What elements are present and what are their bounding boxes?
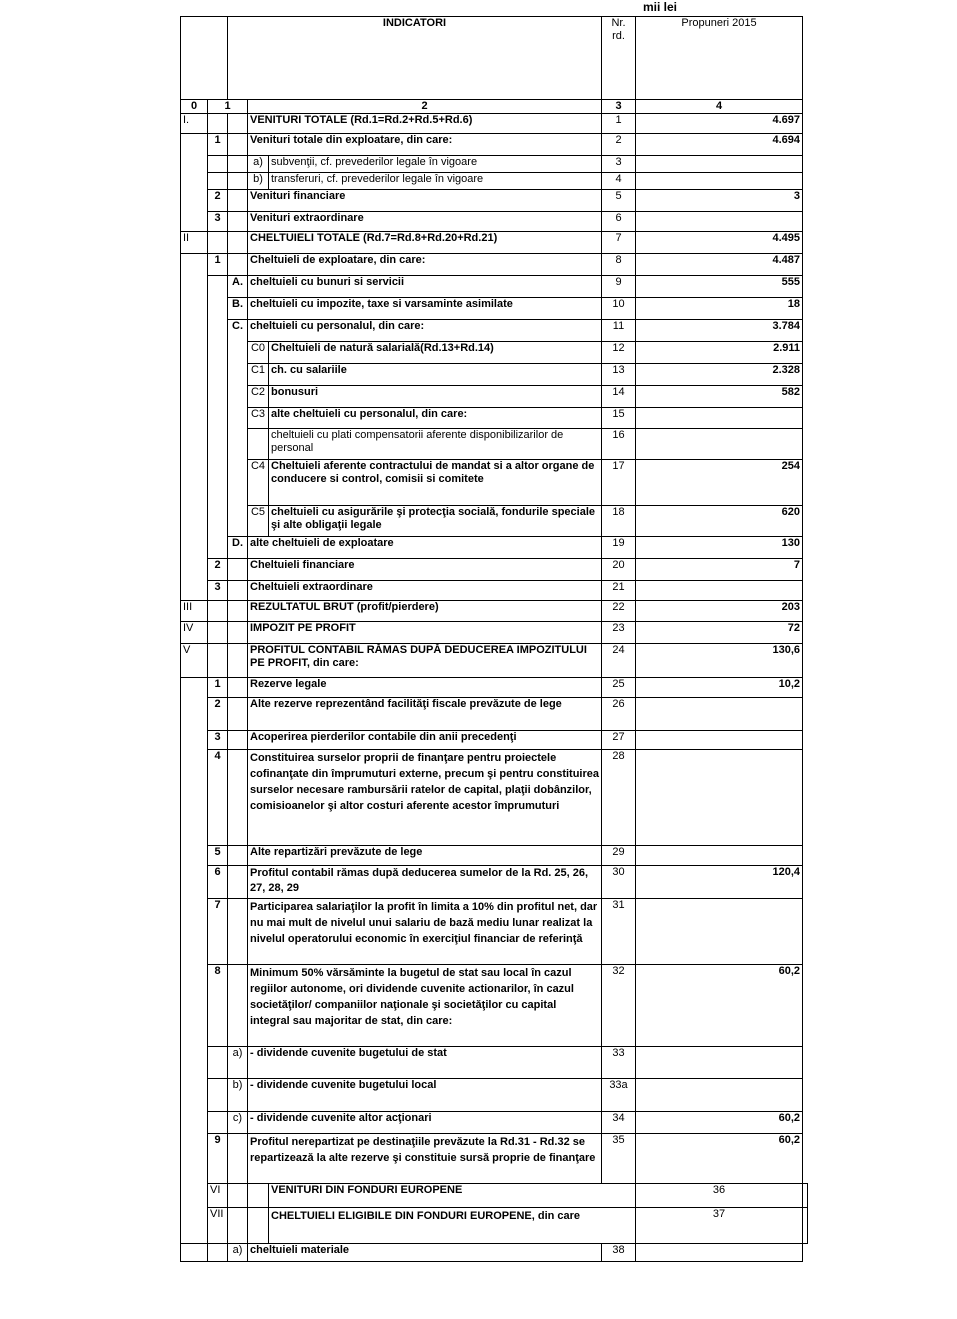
index-cell: 3 [602, 100, 636, 114]
row-number: 21 [602, 581, 636, 601]
row-label: cheltuieli cu asigurările şi protecţia socială, fondurile speciale şi alte obligaţii legale [269, 506, 602, 537]
row-value [636, 750, 803, 846]
table-row [181, 1079, 808, 1112]
row-code: 5 [208, 846, 228, 866]
header-indicatori: INDICATORI [228, 17, 602, 100]
row-code: b) [248, 173, 269, 190]
row-code: IV [181, 622, 208, 644]
table-row [181, 846, 808, 866]
row-label: Minimum 50% vărsăminte la bugetul de stat sau local în cazul regiilor autonome, ori dividende cuvenite actionarilor, în cazul societăţilor/ companiilor naţionale şi societăţilor cu capital integral sau majoritar de stat, din care: [248, 965, 602, 1047]
table-row [181, 1112, 808, 1134]
row-code: I. [181, 114, 208, 134]
row-value: 130,6 [636, 644, 803, 678]
table-row [181, 1244, 808, 1262]
row-label: bonusuri [269, 386, 602, 408]
row-value: 582 [636, 386, 803, 408]
row-number: 16 [602, 429, 636, 460]
table-row [181, 899, 808, 965]
row-code: A. [228, 276, 248, 298]
row-code: D. [228, 537, 248, 559]
row-value: 7 [636, 559, 803, 581]
table-row [181, 212, 808, 232]
row-code: 6 [208, 866, 228, 899]
table-row [181, 190, 808, 212]
row-code: C0 [248, 342, 269, 364]
row-label: - dividende cuvenite bugetului de stat [248, 1047, 602, 1079]
table-row [181, 601, 808, 622]
row-code: VI [208, 1184, 228, 1208]
table-row [181, 134, 808, 156]
table-row [181, 156, 808, 173]
row-label: Cheltuieli aferente contractului de mandat si a altor organe de conducere si control, comisii si comitete [269, 460, 602, 506]
row-value [636, 1244, 803, 1262]
row-code: c) [228, 1112, 248, 1134]
row-label: alte cheltuieli de exploatare [248, 537, 602, 559]
row-number: 13 [602, 364, 636, 386]
row-value: 2.911 [636, 342, 803, 364]
row-value: 18 [636, 298, 803, 320]
row-value [636, 429, 803, 460]
row-number: 6 [602, 212, 636, 232]
table-row [181, 1047, 808, 1079]
row-number: 3 [602, 156, 636, 173]
row-code: 2 [208, 698, 228, 731]
row-number: 26 [602, 698, 636, 731]
table-row [181, 173, 808, 190]
row-label: Cheltuieli extraordinare [248, 581, 602, 601]
table-row [181, 298, 808, 320]
row-value [636, 212, 803, 232]
index-cell: 4 [636, 100, 803, 114]
row-label: CHELTUIELI TOTALE (Rd.7=Rd.8+Rd.20+Rd.21) [248, 232, 602, 254]
row-value: 4.495 [636, 232, 803, 254]
row-value: 3 [636, 190, 803, 212]
row-label: Rezerve legale [248, 678, 602, 698]
row-code: a) [228, 1244, 248, 1262]
row-value [636, 846, 803, 866]
row-number: 4 [602, 173, 636, 190]
table-row [181, 678, 808, 698]
row-number: 2 [602, 134, 636, 156]
row-code: B. [228, 298, 248, 320]
row-code: 9 [208, 1134, 228, 1184]
row-number: 20 [602, 559, 636, 581]
index-cell: 0 [181, 100, 208, 114]
row-number: 23 [602, 622, 636, 644]
row-code: 4 [208, 750, 228, 846]
row-value [636, 408, 803, 429]
row-value: 4.694 [636, 134, 803, 156]
row-code: C2 [248, 386, 269, 408]
row-number: 33 [602, 1047, 636, 1079]
row-number: 1 [602, 114, 636, 134]
row-code: II [181, 232, 208, 254]
index-row [181, 100, 808, 114]
row-code: VII [208, 1208, 228, 1244]
table-row [181, 276, 808, 298]
row-number: 7 [602, 232, 636, 254]
table-row [181, 698, 808, 731]
table-row [181, 866, 808, 899]
row-label: cheltuieli cu bunuri si servicii [248, 276, 602, 298]
row-value: 72 [636, 622, 803, 644]
row-label: - dividende cuvenite altor acţionari [248, 1112, 602, 1134]
row-label: Venituri totale din exploatare, din care: [248, 134, 602, 156]
row-number: 22 [602, 601, 636, 622]
row-value: 3.784 [636, 320, 803, 342]
row-label: VENITURI TOTALE (Rd.1=Rd.2+Rd.5+Rd.6) [248, 114, 602, 134]
row-number: 35 [602, 1134, 636, 1184]
row-label: Venituri extraordinare [248, 212, 602, 232]
index-cell: 1 [208, 100, 248, 114]
row-number: 34 [602, 1112, 636, 1134]
table-row [181, 232, 808, 254]
index-cell: 2 [248, 100, 602, 114]
row-value: 4.487 [636, 254, 803, 276]
row-value [636, 899, 803, 965]
table-row [181, 644, 808, 678]
row-label: Venituri financiare [248, 190, 602, 212]
table-row [181, 364, 808, 386]
row-code: b) [228, 1079, 248, 1112]
row-code: C4 [248, 460, 269, 506]
row-value: 254 [636, 460, 803, 506]
row-number: 24 [602, 644, 636, 678]
row-label: Cheltuieli de exploatare, din care: [248, 254, 602, 276]
budget-table [180, 16, 808, 1262]
row-number: 30 [602, 866, 636, 899]
table-row [181, 342, 808, 364]
row-label: Acoperirea pierderilor contabile din anii precedenţi [248, 731, 602, 750]
row-number: 11 [602, 320, 636, 342]
table-row [181, 460, 808, 506]
row-code: C1 [248, 364, 269, 386]
unit-label: mii lei [643, 0, 678, 14]
table-row [181, 1134, 808, 1184]
row-number: 12 [602, 342, 636, 364]
row-label: cheltuieli cu impozite, taxe si varsaminte asimilate [248, 298, 602, 320]
table-row [181, 965, 808, 1047]
row-value: 2.328 [636, 364, 803, 386]
row-number: 29 [602, 846, 636, 866]
row-value [636, 581, 803, 601]
row-code: C3 [248, 408, 269, 429]
row-value [803, 1184, 808, 1208]
table-row [181, 1184, 808, 1208]
row-label: PROFITUL CONTABIL RĂMAS DUPĂ DEDUCEREA IMPOZITULUI PE PROFIT, din care: [248, 644, 602, 678]
table-row [181, 581, 808, 601]
table-row [181, 320, 808, 342]
table-row [181, 254, 808, 276]
row-value: 60,2 [636, 1112, 803, 1134]
row-value: 130 [636, 537, 803, 559]
row-code: 3 [208, 731, 228, 750]
row-label: REZULTATUL BRUT (profit/pierdere) [248, 601, 602, 622]
row-code: III [181, 601, 208, 622]
row-code: 1 [208, 254, 228, 276]
row-value: 10,2 [636, 678, 803, 698]
row-code: 3 [208, 212, 228, 232]
row-label: Cheltuieli financiare [248, 559, 602, 581]
row-number: 15 [602, 408, 636, 429]
table-row [181, 537, 808, 559]
row-label: alte cheltuieli cu personalul, din care: [269, 408, 602, 429]
row-label: transferuri, cf. prevederilor legale în vigoare [269, 173, 602, 190]
row-number: 31 [602, 899, 636, 965]
row-value [636, 173, 803, 190]
header-nr-rd: Nr. rd. [602, 17, 636, 100]
row-code: 7 [208, 899, 228, 965]
row-label: Cheltuieli de natură salarială(Rd.13+Rd.14) [269, 342, 602, 364]
row-number: 38 [602, 1244, 636, 1262]
row-label: cheltuieli cu personalul, din care: [248, 320, 602, 342]
row-code: V [181, 644, 208, 678]
row-number: 32 [602, 965, 636, 1047]
row-number: 36 [636, 1184, 803, 1208]
row-label: Constituirea surselor proprii de finanţare pentru proiectele cofinanţate din împrumuturi externe, precum şi pentru constituirea surselor necesare rambursării ratelor de capital, plaţii dobânzilor, comisioanelor şi altor costuri aferente acestor împrumuturi [248, 750, 602, 846]
table-row [181, 429, 808, 460]
table-row [181, 408, 808, 429]
row-code: 8 [208, 965, 228, 1047]
row-value [636, 156, 803, 173]
row-code: C5 [248, 506, 269, 537]
row-number: 19 [602, 537, 636, 559]
table-row [181, 750, 808, 846]
row-value: 120,4 [636, 866, 803, 899]
row-label: Alte rezerve reprezentând facilităţi fiscale prevăzute de lege [248, 698, 602, 731]
row-number: 28 [602, 750, 636, 846]
header-row [181, 17, 808, 100]
table-row [181, 622, 808, 644]
header-propuneri: Propuneri 2015 [636, 17, 803, 100]
row-label: CHELTUIELI ELIGIBILE DIN FONDURI EUROPENE, din care [269, 1208, 636, 1244]
row-label: VENITURI DIN FONDURI EUROPENE [269, 1184, 636, 1208]
row-number: 25 [602, 678, 636, 698]
table-row [181, 506, 808, 537]
row-value [803, 1208, 808, 1244]
row-value [636, 1079, 803, 1112]
table-row [181, 1208, 808, 1244]
row-code: a) [248, 156, 269, 173]
row-value: 203 [636, 601, 803, 622]
table-row [181, 559, 808, 581]
row-value: 60,2 [636, 965, 803, 1047]
row-number: 5 [602, 190, 636, 212]
row-code: 3 [208, 581, 228, 601]
row-number: 27 [602, 731, 636, 750]
row-code: 1 [208, 678, 228, 698]
row-value: 60,2 [636, 1134, 803, 1184]
row-number: 9 [602, 276, 636, 298]
table-row [181, 386, 808, 408]
row-value [636, 731, 803, 750]
row-value: 555 [636, 276, 803, 298]
row-label: Participarea salariaţilor la profit în limita a 10% din profitul net, dar nu mai mult de nivelul unui salariu de bază mediu lunar realizat la nivelul operatorului economic în exerciţiul financiar de referinţă [248, 899, 602, 965]
row-value: 4.697 [636, 114, 803, 134]
row-label: ch. cu salariile [269, 364, 602, 386]
row-number: 17 [602, 460, 636, 506]
row-label: cheltuieli materiale [248, 1244, 602, 1262]
row-label: subvenţii, cf. prevederilor legale în vigoare [269, 156, 602, 173]
row-value [636, 1047, 803, 1079]
row-number: 33a [602, 1079, 636, 1112]
row-label: Profitul contabil rămas după deducerea sumelor de la Rd. 25, 26, 27, 28, 29 [248, 866, 602, 899]
table-row [181, 114, 808, 134]
row-number: 37 [636, 1208, 803, 1244]
row-number: 18 [602, 506, 636, 537]
row-code: C. [228, 320, 248, 537]
row-number: 10 [602, 298, 636, 320]
row-label: - dividende cuvenite bugetului local [248, 1079, 602, 1112]
row-code: 2 [208, 559, 228, 581]
row-label: IMPOZIT PE PROFIT [248, 622, 602, 644]
row-label: cheltuieli cu plati compensatorii aferente disponibilizarilor de personal [269, 429, 602, 460]
row-code: 2 [208, 190, 228, 212]
row-label: Alte repartizări prevăzute de lege [248, 846, 602, 866]
row-code: a) [228, 1047, 248, 1079]
row-value [636, 698, 803, 731]
row-code: 1 [208, 134, 228, 156]
row-number: 14 [602, 386, 636, 408]
row-label: Profitul nerepartizat pe destinaţiile prevăzute la Rd.31 - Rd.32 se repartizează la alte rezerve şi constituie sursă proprie de finanţare [248, 1134, 602, 1184]
row-number: 8 [602, 254, 636, 276]
row-value: 620 [636, 506, 803, 537]
table-row [181, 731, 808, 750]
